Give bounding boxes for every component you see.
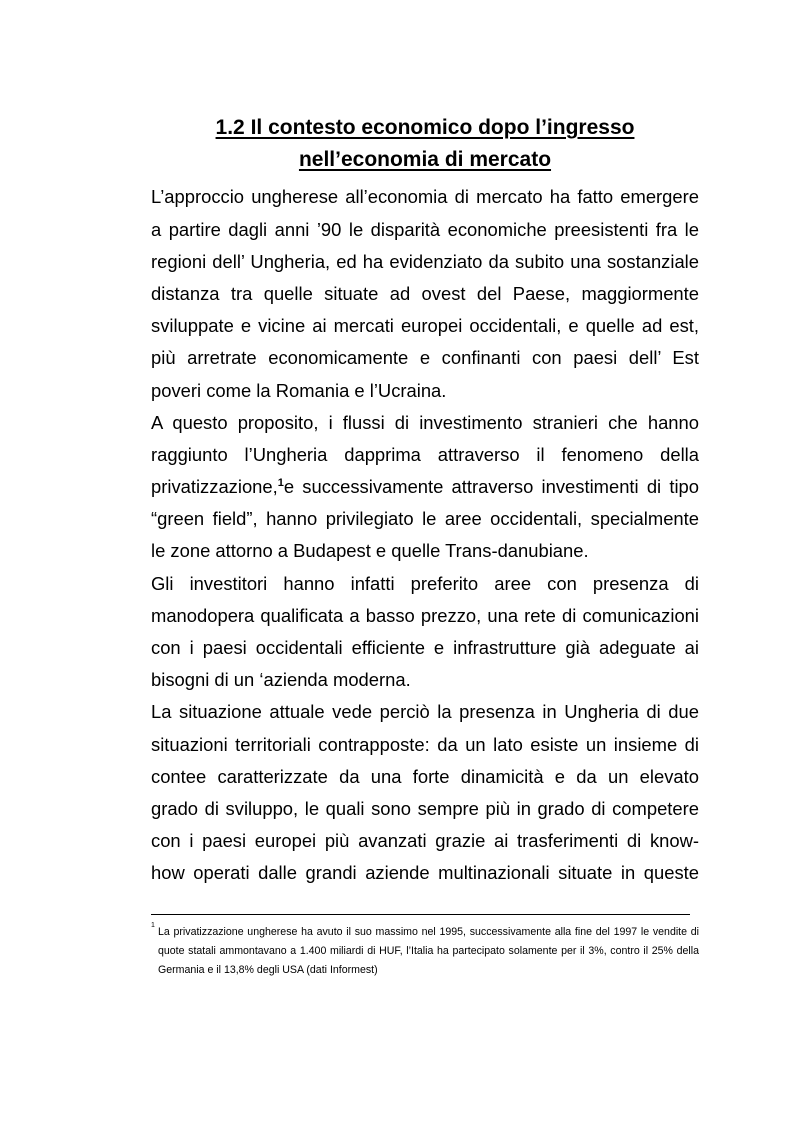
text-line: manodopera qualificata a basso prezzo, una rete di comunicazioni [151,604,699,626]
text-segment: e successivamente attraverso investimenti di tipo [283,476,699,498]
text-line: poveri come la Romania e l’Ucraina. [151,379,447,401]
text-line: con i paesi europei più avanzati grazie ai trasferimenti di know- [151,830,699,852]
footnote-line: quote statali ammontavano a 1.400 miliardi di HUF, l’Italia ha partecipato solamente per il 3%, contro il 25% della [158,945,699,957]
footnote-marker: 1 [151,922,155,929]
footnote-text [158,923,699,980]
text-line: regioni dell’ Ungheria, ed ha evidenziato da subito una sostanziale [151,250,699,272]
text-line: L’approccio ungherese all’economia di mercato ha fatto emergere [151,186,699,208]
footnote-line: La privatizzazione ungherese ha avuto il suo massimo nel 1995, successivamente alla fine del 1997 le vendite di [158,926,699,938]
text-line: con i paesi occidentali efficiente e infrastrutture già adeguate ai [151,637,699,658]
text-line: grado di sviluppo, le quali sono sempre più in grado di competere [151,797,699,819]
footnote-separator [151,914,690,915]
footnote-line: Germania e il 13,8% degli USA (dati Informest) [158,964,378,976]
text-line: bisogni di un ‘azienda moderna. [151,669,411,691]
text-line-with-footnote-ref [151,471,699,503]
paragraph-1 [151,181,699,406]
text-line: a partire dagli anni ’90 le disparità economiche preesistenti fra le [151,218,699,240]
text-line: sviluppate e vicine ai mercati europei occidentali, e quelle ad est, [151,315,699,337]
section-heading-line-1: 1.2 Il contesto economico dopo l’ingresso [215,116,635,139]
footnote-reference: 1 [277,477,284,490]
page-content [151,112,699,890]
text-line: “green field”, hanno privilegiato le aree occidentali, specialmente [151,508,699,530]
body-text [151,181,699,889]
footnote [151,923,699,980]
text-line: Gli investitori hanno infatti preferito aree con presenza di [151,572,699,594]
text-line: le zone attorno a Budapest e quelle Trans-danubiane. [151,540,589,562]
text-segment: privatizzazione, [151,476,278,498]
paragraph-2 [151,407,699,568]
paragraph-4 [151,696,699,889]
text-line: how operati dalle grandi aziende multinazionali situate in queste [151,862,699,884]
text-line: A questo proposito, i flussi di investimento stranieri che hanno [151,411,699,433]
section-heading-line-2: nell’economia di mercato [298,148,552,172]
section-heading [151,112,699,176]
text-line: distanza tra quelle situate ad ovest del Paese, maggiormente [151,282,699,304]
text-line: contee caratterizzate da una forte dinamicità e da un elevato [151,765,699,787]
text-line: raggiunto l’Ungheria dapprima attraverso il fenomeno della [151,443,699,465]
text-line: La situazione attuale vede perciò la presenza in Ungheria di due [151,701,699,723]
paragraph-3 [151,568,699,697]
text-line: situazioni territoriali contrapposte: da un lato esiste un insieme di [151,733,699,755]
text-line: più arretrate economicamente e confinanti con paesi dell’ Est [151,347,699,369]
